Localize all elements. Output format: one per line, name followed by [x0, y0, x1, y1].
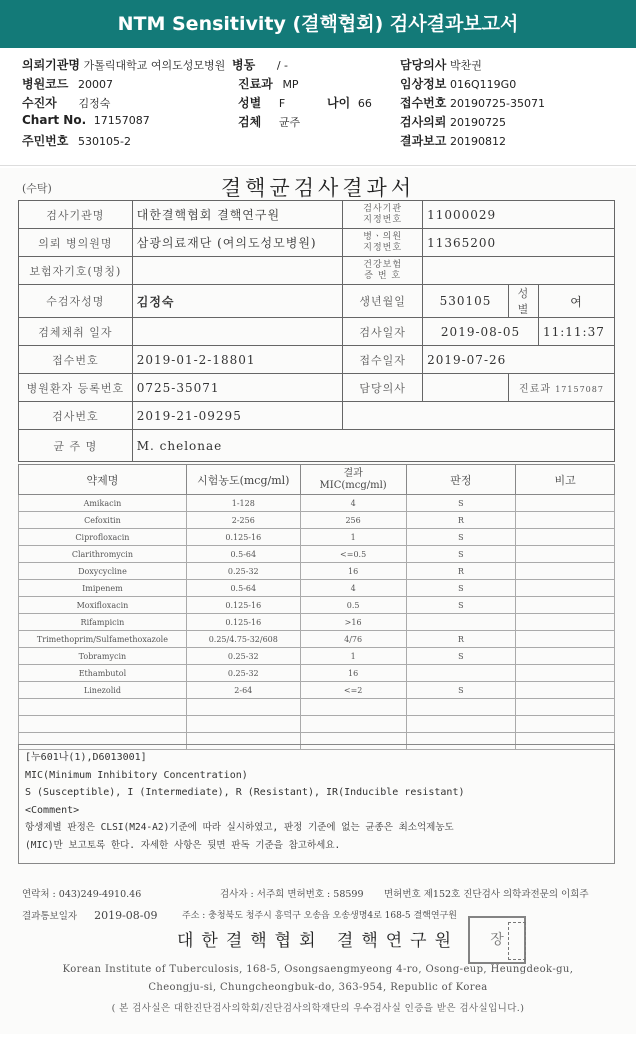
header-field-doctor: 담당의사 박찬권	[400, 58, 482, 72]
table-row	[19, 682, 615, 699]
info-row-agency: 검사기관명 대한결핵협회 결핵연구원 검사기관 지정번호 11000029	[19, 201, 615, 229]
test-range: 1-128	[186, 495, 300, 512]
note	[516, 529, 615, 546]
interpretation: S	[406, 597, 516, 614]
table-row	[19, 495, 615, 512]
drug-name: Rifampicin	[19, 614, 187, 631]
info-row-hospital: 의뢰 병의원명 삼광의료재단 (여의도성모병원) 병ㆍ의원 지정번호 11365200	[19, 229, 615, 257]
interpretation	[406, 665, 516, 682]
footer-examiner: 검사자 : 서주희 면허번호 : 58599	[220, 889, 364, 900]
test-range: 0.125-16	[186, 529, 300, 546]
interpretation: S	[406, 648, 516, 665]
header-field-clinical-info: 임상정보 016Q119G0	[400, 77, 517, 91]
note-mic-definition: MIC(Minimum Inhibitory Concentration)	[25, 769, 248, 781]
table-row	[19, 512, 615, 529]
drug-name: Imipenem	[19, 580, 187, 597]
scanned-report	[0, 168, 636, 1034]
drug-table-header	[19, 465, 615, 495]
note	[516, 512, 615, 529]
header-field-age: 나이 66	[327, 96, 372, 110]
header-field-patient: 수진자 김정숙	[22, 96, 111, 110]
drug-name: Doxycycline	[19, 563, 187, 580]
interpretation: R	[406, 563, 516, 580]
note-comment-label: <Comment>	[25, 804, 80, 816]
header-field-institution: 의뢰기관명 가톨릭대학교 여의도성모병원	[22, 58, 226, 72]
note-code: [누601나(1),D6013001]	[25, 752, 147, 763]
table-row	[19, 631, 615, 648]
drug-name: Amikacin	[19, 495, 187, 512]
footer-contact: 연락처 : 043)249-4910.46	[22, 889, 142, 900]
interpretation: S	[406, 529, 516, 546]
drug-name: Ethambutol	[19, 665, 187, 682]
test-range: 0.25/4.75-32/608	[186, 631, 300, 648]
footer-license: 면허번호 제152호 진단검사 의학과전문의 이희주	[384, 889, 589, 900]
interpretation: R	[406, 631, 516, 648]
test-range: 0.125-16	[186, 614, 300, 631]
header-field-sex: 성별 F	[238, 96, 286, 110]
table-row	[19, 648, 615, 665]
note-legend: S (Susceptible), I (Intermediate), R (Resistant), IR(Inducible resistant)	[25, 787, 465, 798]
mic-value: <=2	[300, 682, 406, 699]
interpretation: S	[406, 495, 516, 512]
header-field-reception-no: 접수번호 20190725-35071	[400, 96, 545, 110]
note	[516, 665, 615, 682]
report-title: NTM Sensitivity (결핵협회) 검사결과보고서	[0, 0, 636, 48]
interpretation: S	[406, 580, 516, 597]
note	[516, 546, 615, 563]
note	[516, 631, 615, 648]
footer-address: 주소 : 충청북도 청주시 흥덕구 오송읍 오송생명4로 168-5 결핵연구원	[182, 911, 457, 921]
interpretation: S	[406, 682, 516, 699]
note	[516, 682, 615, 699]
header-field-report-date: 결과보고 20190812	[400, 134, 507, 148]
notes-box	[18, 744, 615, 864]
test-range: 2-256	[186, 512, 300, 529]
header-field-specimen: 검체 균주	[238, 115, 301, 129]
interpretation: S	[406, 546, 516, 563]
info-row-insurer: 보험자기호(명칭) 건강보험 증 번 호	[19, 257, 615, 285]
test-range: 0.25-32	[186, 648, 300, 665]
drug-name: Moxifloxacin	[19, 597, 187, 614]
mic-value: 16	[300, 665, 406, 682]
header-field-hospital-code: 병원코드 20007	[22, 77, 114, 91]
info-row-test-no: 검사번호 2019-21-09295	[19, 402, 615, 430]
info-row-strain: 균 주 명 M. chelonae	[19, 430, 615, 462]
test-range: 2-64	[186, 682, 300, 699]
mic-value: 16	[300, 563, 406, 580]
info-row-dates: 검체채취 일자 검사일자 2019-08-05 11:11:37	[19, 318, 615, 346]
receipt-mark: (수탁)	[22, 182, 52, 195]
footer-report-date: 결과통보일자 2019-08-09	[22, 909, 158, 922]
organization-name: 대한결핵협회 결핵연구원	[176, 931, 460, 951]
test-range: 0.5-64	[186, 546, 300, 563]
col-drug: 약제명	[19, 465, 187, 495]
drug-name: Ciprofloxacin	[19, 529, 187, 546]
patient-info-table	[18, 200, 615, 462]
note-comment: 항생제별 판정은 CLSI(M24-A2)기준에 따라 실시하였고, 판정 기준에 없는 균종은 최소억제농도	[25, 822, 454, 833]
mic-value: <=0.5	[300, 546, 406, 563]
mic-value: 256	[300, 512, 406, 529]
drug-name: Linezolid	[19, 682, 187, 699]
table-row	[19, 546, 615, 563]
info-row-name: 수검자성명 김정숙 생년월일 530105 성별 여	[19, 285, 615, 318]
drug-name: Trimethoprim/Sulfamethoxazole	[19, 631, 187, 648]
mic-value: 0.5	[300, 597, 406, 614]
table-row	[19, 580, 615, 597]
drug-name: Cefoxitin	[19, 512, 187, 529]
table-row	[19, 614, 615, 631]
mic-value: 4	[300, 495, 406, 512]
report-header	[0, 50, 636, 166]
table-row	[19, 529, 615, 546]
header-field-department: 진료과 MP	[238, 77, 299, 91]
drug-name: Clarithromycin	[19, 546, 187, 563]
col-note: 비고	[516, 465, 615, 495]
note-comment-2: (MIC)만 보고토록 한다. 자세한 사항은 뒷면 판독 기준을 참고하세요.	[25, 839, 341, 851]
table-row	[19, 563, 615, 580]
test-range: 0.25-32	[186, 563, 300, 580]
mic-value: >16	[300, 614, 406, 631]
note	[516, 563, 615, 580]
table-row	[19, 665, 615, 682]
official-seal: 장	[468, 916, 526, 964]
header-field-resident-no: 주민번호 530105-2	[22, 134, 131, 148]
mic-value: 1	[300, 648, 406, 665]
info-row-reception: 접수번호 2019-01-2-18801 접수일자 2019-07-26	[19, 346, 615, 374]
drug-name: Tobramycin	[19, 648, 187, 665]
address-english-line2: Cheongju-si, Chungcheongbuk-do, 363-954, Republic of Korea	[148, 982, 488, 993]
note	[516, 597, 615, 614]
col-interpretation: 판정	[406, 465, 516, 495]
address-english-line1: Korean Institute of Tuberculosis, 168-5, Osongsaengmyeong 4-ro, Osong-eup, Heungdeok-gu,	[62, 964, 574, 975]
note	[516, 614, 615, 631]
seal-pattern	[508, 922, 526, 960]
mic-value: 1	[300, 529, 406, 546]
interpretation: R	[406, 512, 516, 529]
col-mic: 결과 MIC(mcg/ml)	[300, 465, 406, 495]
note	[516, 495, 615, 512]
table-row	[19, 597, 615, 614]
test-range: 0.5-64	[186, 580, 300, 597]
document-title: 결핵균검사결과서	[220, 176, 416, 200]
empty-row	[19, 699, 615, 716]
certification-note: ( 본 검사실은 대한진단검사의학회/진단검사의학재단의 우수검사실 인증을 받은 검사실입니다.)	[111, 1003, 525, 1014]
header-field-chart-no: Chart No. 17157087	[22, 113, 150, 127]
header-field-ward: 병동 / -	[232, 58, 289, 72]
interpretation	[406, 614, 516, 631]
test-range: 0.125-16	[186, 597, 300, 614]
test-range: 0.25-32	[186, 665, 300, 682]
mic-value: 4/76	[300, 631, 406, 648]
note	[516, 580, 615, 597]
empty-row	[19, 716, 615, 733]
header-field-request-date: 검사의뢰 20190725	[400, 115, 507, 129]
info-row-registration: 병원환자 등록번호 0725-35071 담당의사 진료과 17157087	[19, 374, 615, 402]
note	[516, 648, 615, 665]
drug-sensitivity-table	[18, 464, 615, 750]
col-range: 시험농도(mcg/ml)	[186, 465, 300, 495]
mic-value: 4	[300, 580, 406, 597]
